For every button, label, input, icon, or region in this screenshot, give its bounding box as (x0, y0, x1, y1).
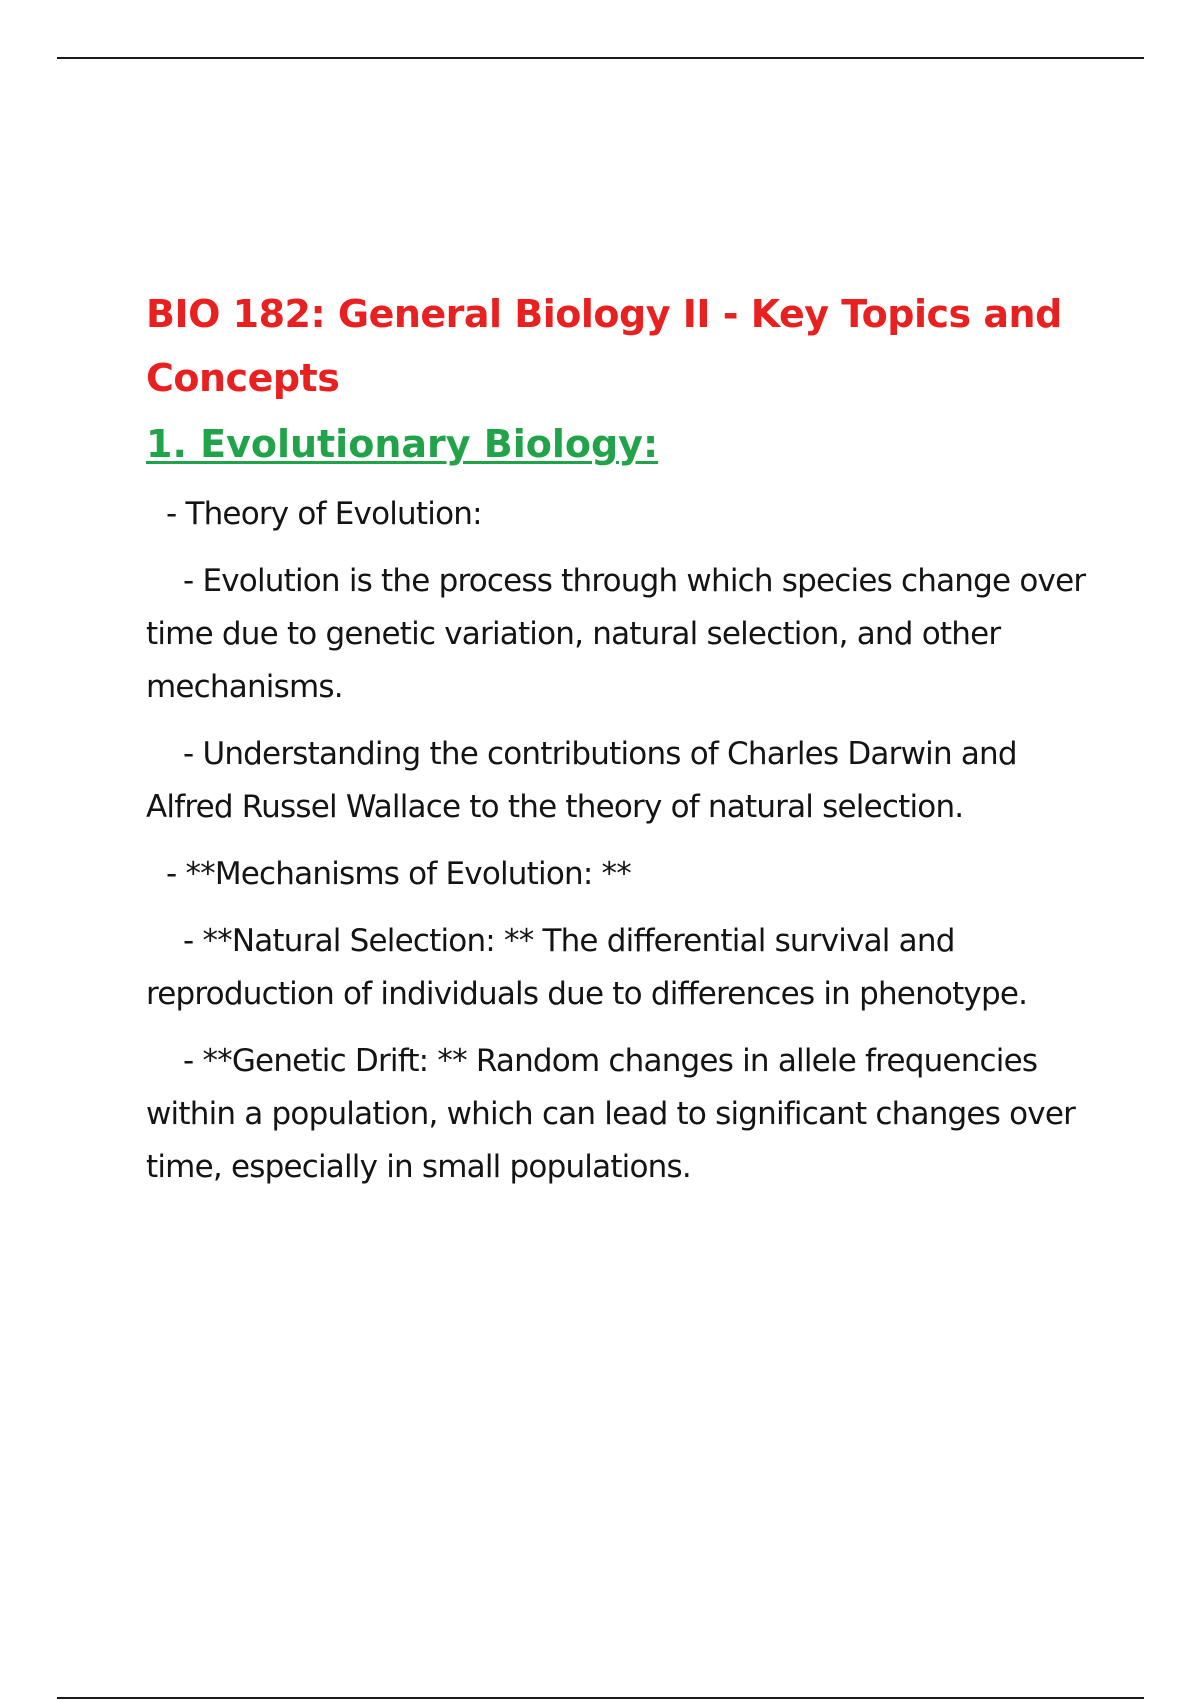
document-title: BIO 182: General Biology II - Key Topics and Concepts (146, 292, 1062, 400)
list-item-mechanisms-of-evolution: - **Mechanisms of Evolution: ** (166, 856, 631, 892)
section-heading: 1. Evolutionary Biology: (146, 422, 659, 466)
document-body (146, 282, 1096, 1194)
list-item-evolution-definition: - Evolution is the process through which species change over time due to genetic variation, natural selection, and other mechanisms. (146, 563, 1086, 705)
top-rule (57, 57, 1144, 59)
list-item-genetic-drift: - **Genetic Drift: ** Random changes in allele frequencies within a population, which can lead to significant changes over time, especially in small populations. (146, 1043, 1076, 1185)
list-item-darwin-wallace: - Understanding the contributions of Charles Darwin and Alfred Russel Wallace to the theory of natural selection. (146, 736, 1017, 825)
list-item-theory-of-evolution: - Theory of Evolution: (166, 496, 482, 532)
list-item-natural-selection: - **Natural Selection: ** The differential survival and reproduction of individuals due to differences in phenotype. (146, 923, 1028, 1012)
bottom-rule (57, 1697, 1144, 1699)
